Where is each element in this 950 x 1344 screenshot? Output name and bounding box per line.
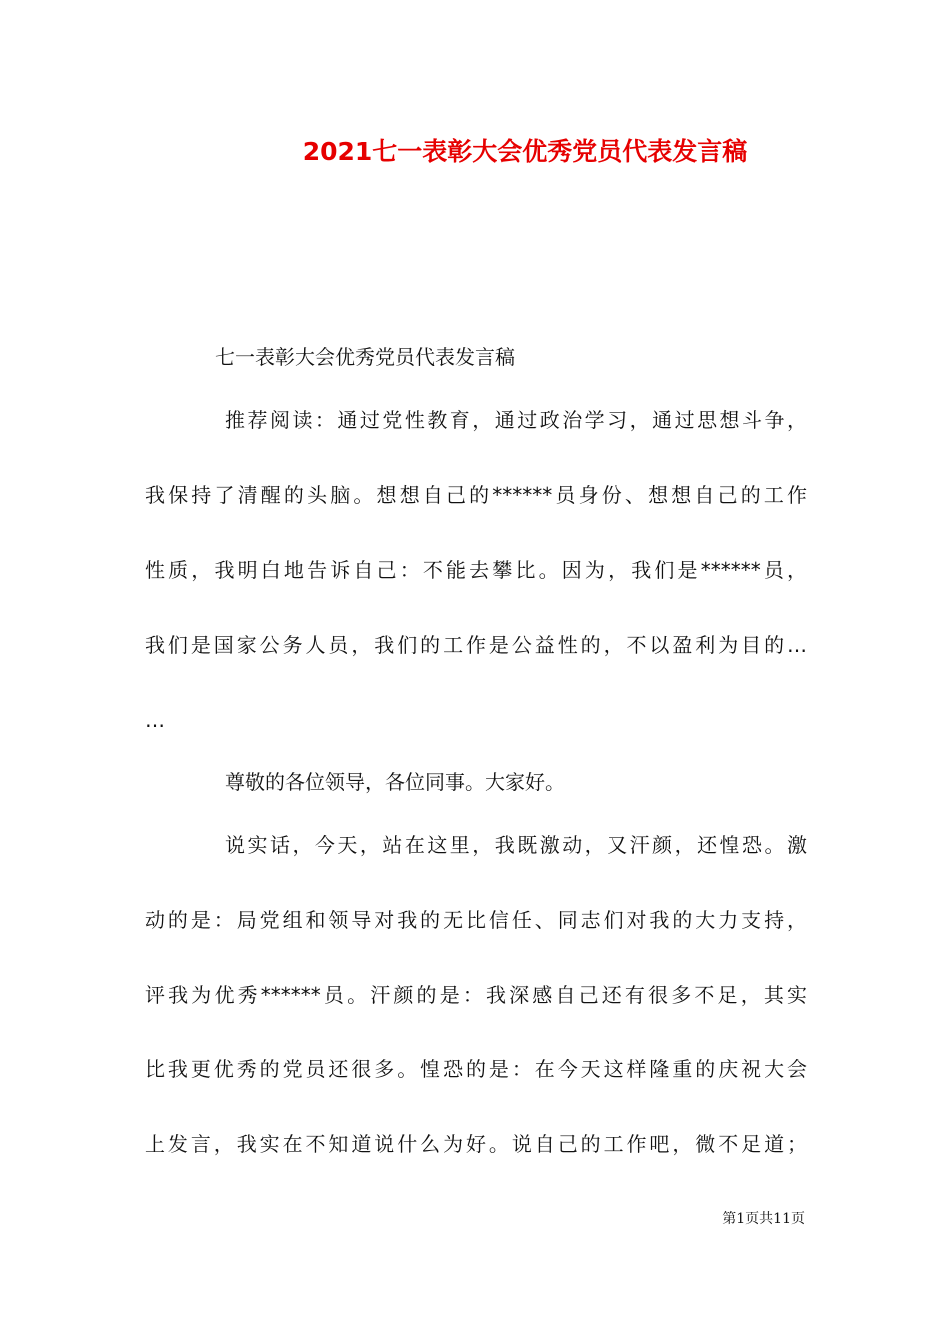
paragraph-line: 比我更优秀的党员还很多。惶恐的是：在今天这样隆重的庆祝大会: [145, 1057, 807, 1081]
paragraph-line: 动的是：局党组和领导对我的无比信任、同志们对我的大力支持，: [145, 908, 807, 932]
paragraph-line: 我们是国家公务人员，我们的工作是公益性的，不以盈利为目的…: [145, 633, 807, 657]
paragraph-line: 推荐阅读：通过党性教育，通过政治学习，通过思想斗争，: [225, 408, 807, 432]
paragraph-line: 评我为优秀******员。汗颜的是：我深感自己还有很多不足，其实: [145, 983, 807, 1007]
paragraph-line: 性质，我明白地告诉自己：不能去攀比。因为，我们是******员，: [145, 558, 807, 582]
paragraph-line: …: [145, 708, 165, 732]
page-footer: 第1页共11页: [722, 1211, 805, 1227]
paragraph-line: 上发言，我实在不知道说什么为好。说自己的工作吧，微不足道；: [145, 1132, 807, 1156]
paragraph-line: 尊敬的各位领导，各位同事。大家好。: [225, 770, 565, 794]
paragraph-line: 说实话，今天，站在这里，我既激动，又汗颜，还惶恐。激: [225, 833, 807, 857]
document-title: 2021七一表彰大会优秀党员代表发言稿: [302, 137, 748, 166]
subtitle-line: 七一表彰大会优秀党员代表发言稿: [215, 345, 515, 369]
paragraph-line: 我保持了清醒的头脑。想想自己的******员身份、想想自己的工作: [145, 483, 807, 507]
